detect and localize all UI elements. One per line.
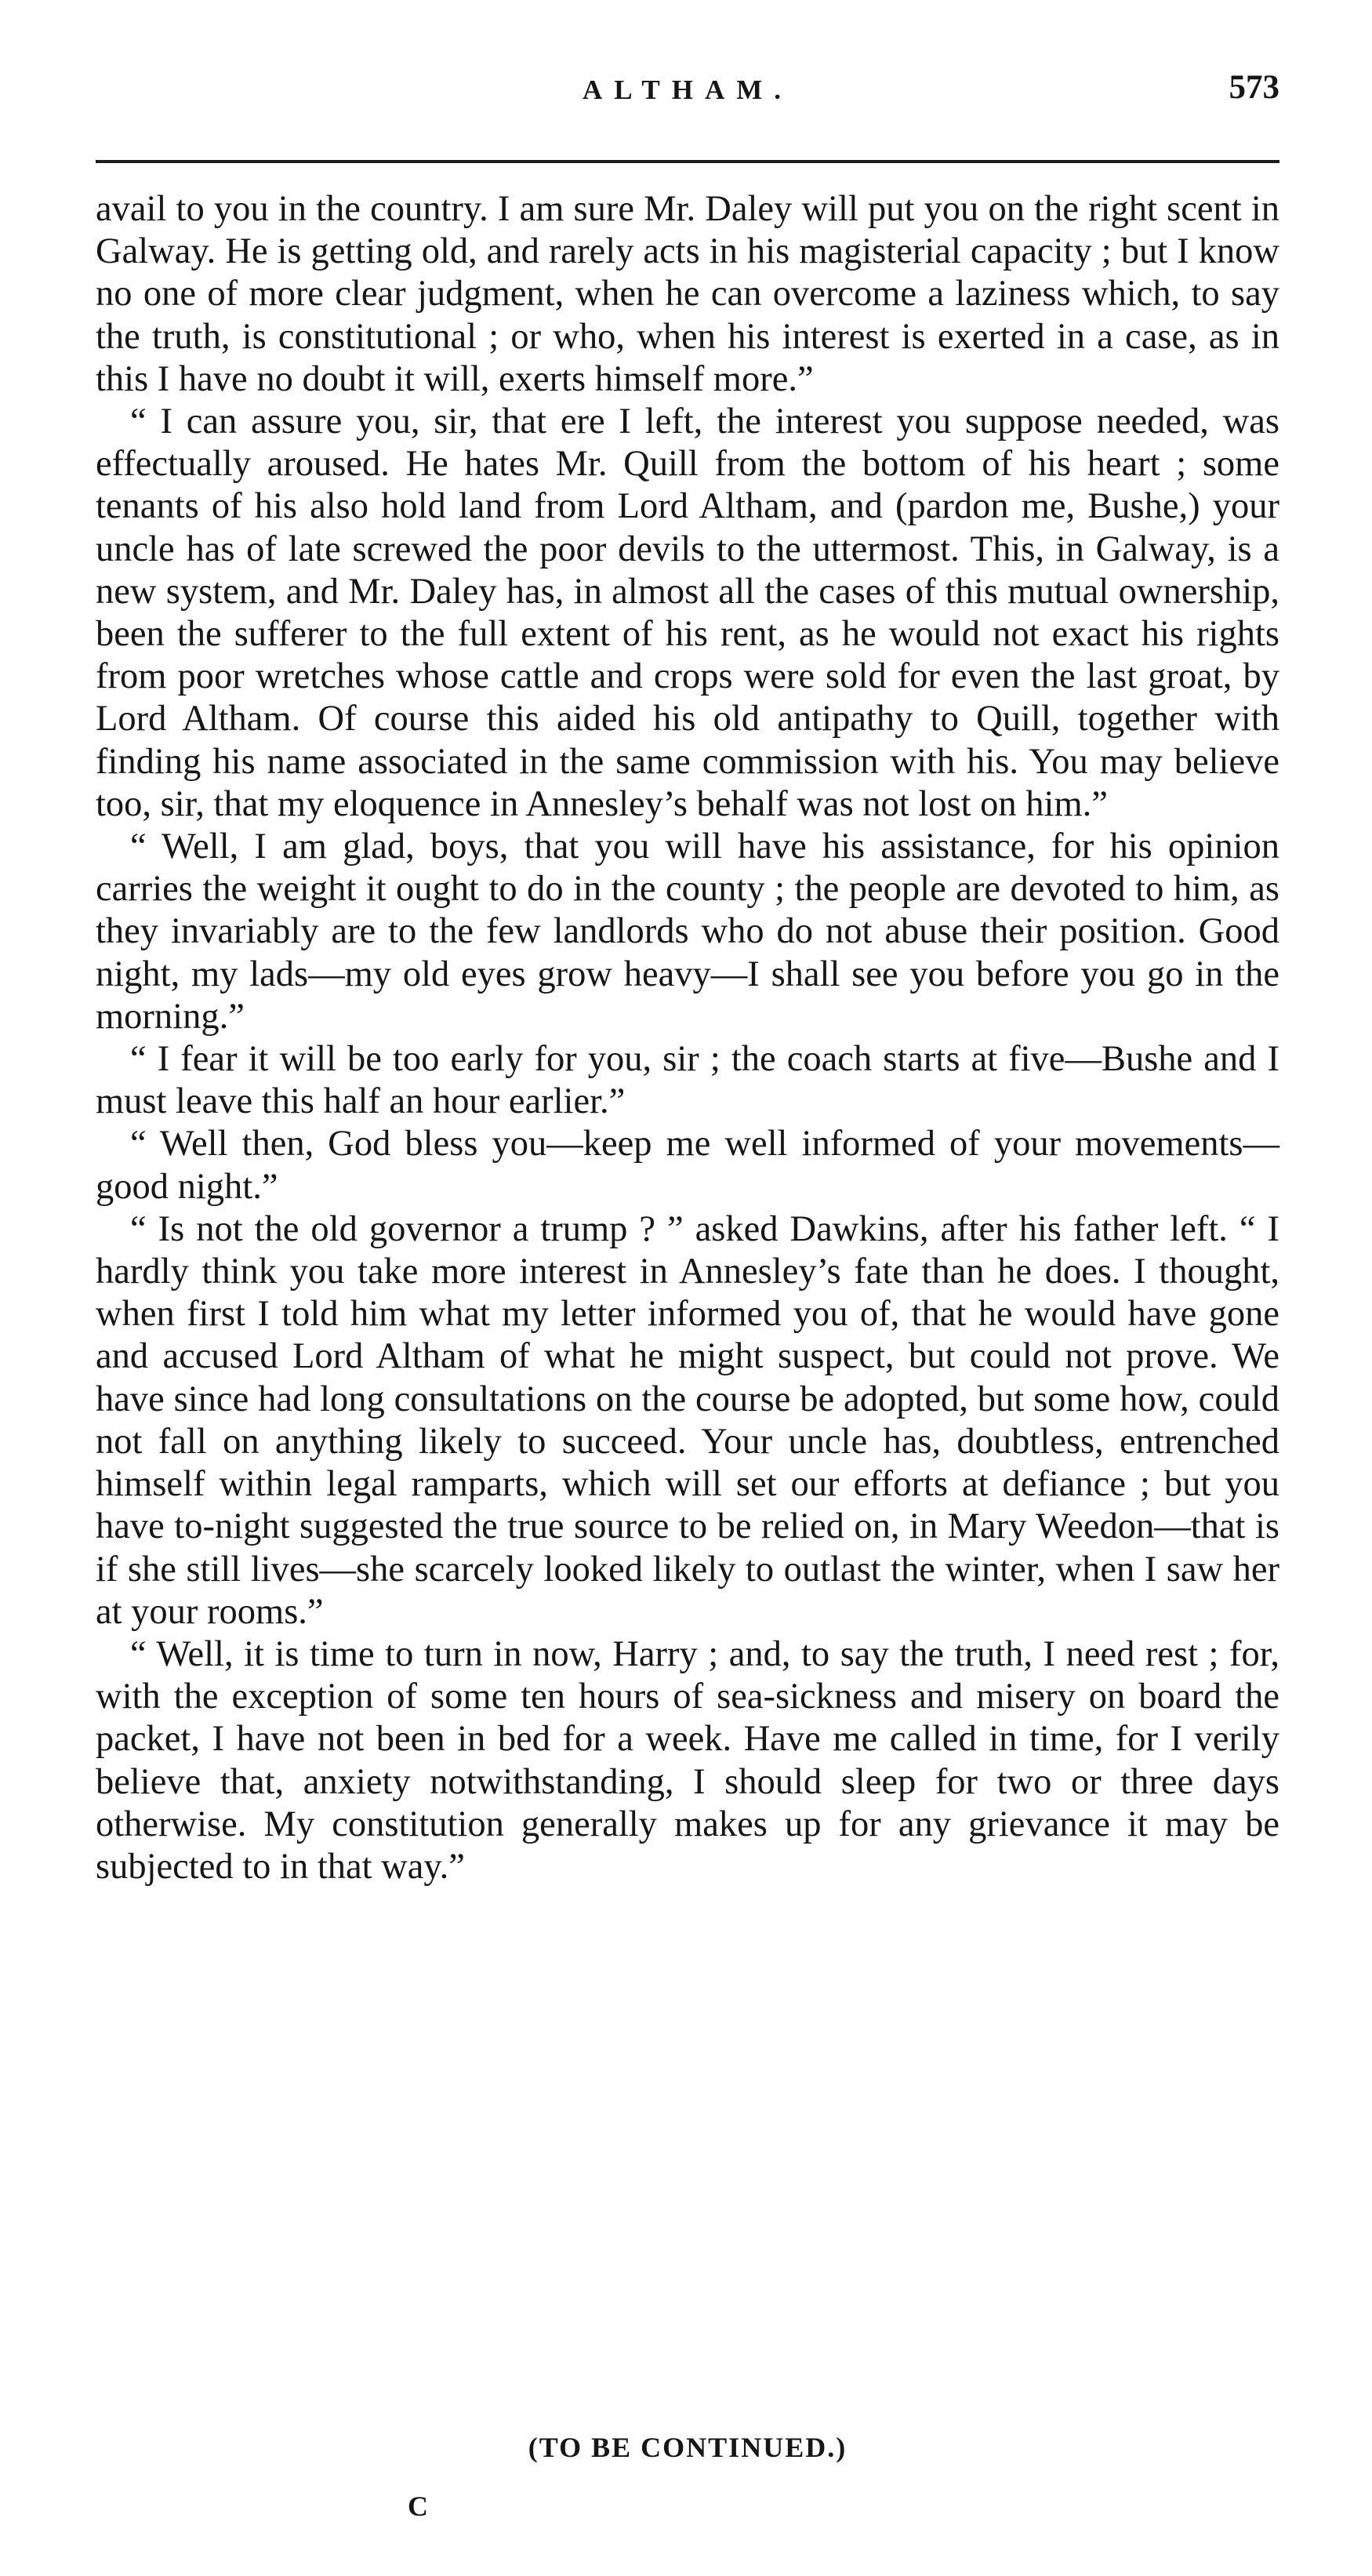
paragraph: “ Well then, God bless you—keep me well informed of your movements—good night.”	[96, 1124, 1279, 1207]
paragraph-continued: avail to you in the country. I am sure Mr. Daley will put you on the right scent in Galway. He is getting old, and rarely acts in his magisterial capacity ; but I know no one of more clear judgment, when he can overcome a laziness which, to say the truth, is constitutional ; or who, when his interest is exerted in a case, as in this I have no doubt it will, exerts himself more.”	[96, 189, 1279, 399]
running-title: ALTHAM.	[582, 74, 793, 105]
page-number: 573	[1229, 69, 1279, 106]
signature-mark: C	[408, 2491, 428, 2522]
paragraph: “ I can assure you, sir, that ere I left, the interest you suppose needed, was effectually aroused. He hates Mr. Quill from the bottom of his heart ; some tenants of his also hold land from Lord Altham, and (pardon me, Bushe,) your uncle has of late screwed the poor devils to the uttermost. This, in Galway, is a new system, and Mr. Daley has, in almost all the cases of this mutual ownership, been the sufferer to the full extent of his rent, as he would not exact his rights from poor wretches whose cattle and crops were sold for even the last groat, by Lord Altham. Of course this aided his old antipathy to Quill, together with finding his name associated in the same commission with his. You may believe too, sir, that my eloquence in Annesley’s behalf was not lost on him.”	[96, 401, 1279, 824]
paragraph: “ I fear it will be too early for you, sir ; the coach starts at five—Bushe and I must leave this half an hour earlier.”	[96, 1039, 1279, 1122]
paragraph: “ Well, I am glad, boys, that you will have his assistance, for his opinion carries the weight it ought to do in the county ; the people are devoted to him, as they invariably are to the few landlords who do not abuse their position. Good night, my lads—my old eyes grow heavy—I shall see you before you go in the morning.”	[96, 827, 1279, 1037]
body-text	[96, 188, 1279, 1888]
paragraph: “ Is not the old governor a trump ? ” asked Dawkins, after his father left. “ I hardly think you take more interest in Annesley’s fate than he does. I thought, when first I told him what my letter informed you of, that he would have gone and accused Lord Altham of what he might suspect, but could not prove. We have since had long consultations on the course be adopted, but some how, could not fall on anything likely to succeed. Your uncle has, doubtless, entrenched himself within legal ramparts, which will set our efforts at defiance ; but you have to-night suggested the true source to be relied on, in Mary Weedon—that is if she still lives—she scarcely looked likely to outlast the winter, when I saw her at your rooms.”	[96, 1208, 1279, 1632]
header-rule	[96, 160, 1279, 163]
paragraph: “ Well, it is time to turn in now, Harry ; and, to say the truth, I need rest ; for, with the exception of some ten hours of sea-sickness and misery on board the packet, I have not been in bed for a week. Have me called in time, for I verily believe that, anxiety notwithstanding, I should sleep for two or three days otherwise. My constitution generally makes up for any grievance it may be subjected to in that way.”	[96, 1633, 1279, 1887]
to-be-continued: (TO BE CONTINUED.)	[528, 2432, 848, 2463]
running-head	[96, 69, 1279, 129]
